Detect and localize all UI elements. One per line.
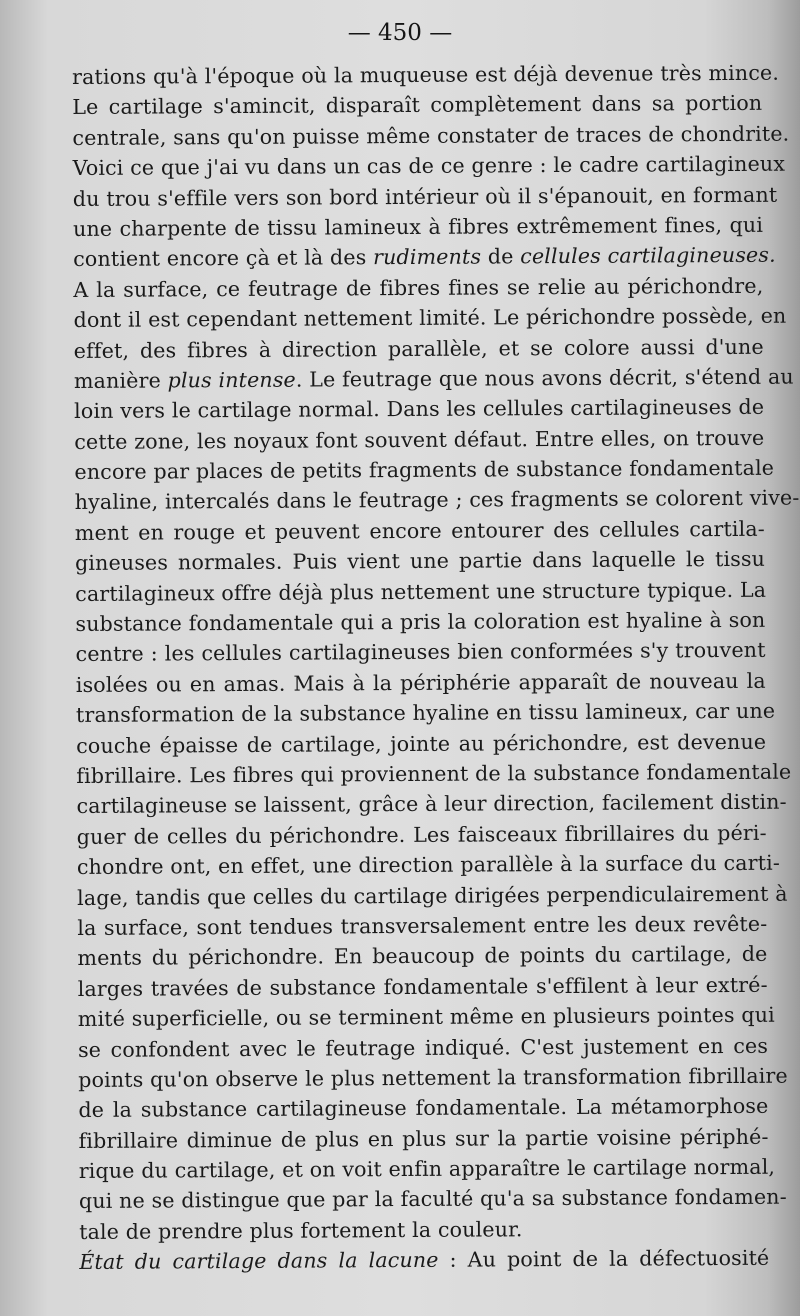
text-line (72, 88, 762, 123)
page-number: — 450 — (347, 20, 453, 46)
text-segment: : Au point de la défectuosité (438, 1245, 770, 1273)
text-line (78, 1061, 788, 1096)
text-segment: chondre ont, en effet, une direction parallèle à la surface du carti- (76, 850, 781, 880)
text-line (73, 301, 787, 336)
text-segment: guer de celles du périchondre. Les faisceaux fibrillaires du péri- (76, 820, 767, 849)
text-segment: substance fondamentale qui a pris la coloration est hyaline à son (75, 607, 766, 637)
text-segment: du trou s'effile vers son bord intérieur où il s'épanouit, en formant (72, 182, 778, 211)
text-line (75, 544, 765, 579)
text-line (74, 422, 764, 457)
text-segment: cartilagineuse se laissent, grâce à leur direction, facilement distin- (76, 790, 787, 819)
text-segment: transformation de la substance hyaline en tissu lamineux, car une (75, 698, 776, 728)
text-line (74, 483, 800, 518)
text-segment: tale de prendre plus fortement la couleur. (79, 1217, 523, 1244)
text-line (79, 1213, 769, 1248)
text-line (76, 726, 766, 761)
text-line (76, 848, 781, 883)
text-line (72, 149, 786, 184)
text-line (73, 210, 763, 245)
text-line (76, 787, 787, 822)
text-line (73, 240, 776, 275)
text-segment: qui ne se distingue que par la faculté qu'a sa substance fondamen- (78, 1185, 787, 1214)
text-line (78, 1030, 768, 1065)
text-line (75, 574, 765, 609)
text-segment: couche épaisse de cartilage, jointe au périchondre, est devenue (76, 729, 767, 758)
text-segment: hyaline, intercalés dans le feutrage ; ces fragments se colorent vive- (74, 486, 800, 515)
text-line (77, 1000, 775, 1035)
text-segment: . Le feutrage que nous avons décrit, s'étend au (295, 364, 794, 392)
text-line (76, 635, 766, 670)
italic-text-segment: plus intense (167, 367, 296, 393)
text-segment: contient encore çà et là des (73, 245, 374, 272)
text-line (77, 878, 788, 913)
text-line (76, 757, 792, 792)
paragraph (72, 58, 800, 1247)
text-line (76, 666, 766, 701)
text-line (78, 1121, 768, 1156)
italic-text-segment: État du cartilage dans la lacune (79, 1248, 439, 1275)
text-line (77, 818, 767, 853)
text-segment: cartilagineux offre déjà plus nettement une structure typique. La (75, 577, 767, 606)
text-line (73, 271, 763, 306)
text-segment: la surface, sont tendues transversalement entre les deux revête- (77, 911, 768, 940)
text-segment: manière (73, 368, 168, 393)
text-segment: se confondent avec le feutrage indiqué. C'est justement en ces (77, 1033, 769, 1062)
text-segment: dont il est cependant nettement limité. Le périchondre possède, en (73, 303, 787, 333)
text-segment: fibrillaire diminue de plus en plus sur la partie voisine périphé- (78, 1124, 769, 1153)
paragraph (79, 1243, 769, 1278)
text-segment: ments du périchondre. En beaucoup de points du cartilage, de (77, 942, 768, 971)
text-line (77, 909, 767, 944)
text-line (78, 1152, 776, 1187)
text-line (72, 179, 778, 214)
text-segment: loin vers le cartilage normal. Dans les cellules cartilagineuses de (74, 395, 765, 424)
body-text (72, 58, 800, 1278)
text-segment: centrale, sans qu'on puisse même constater de traces de chondrite. (72, 121, 790, 150)
text-segment: centre : les cellules cartilagineuses bien conformées s'y trouvent (75, 638, 766, 667)
text-segment: rations qu'à l'époque où la muqueuse est déjà devenue très mince. (72, 60, 780, 89)
text-line (74, 453, 775, 488)
text-line (73, 362, 794, 397)
text-line (78, 1182, 787, 1217)
text-segment: cette zone, les noyaux font souvent défaut. Entre elles, on trouve (74, 425, 765, 454)
text-line (72, 58, 780, 93)
text-line (78, 969, 768, 1004)
italic-text-segment: rudiments (373, 244, 482, 270)
text-line (75, 605, 765, 640)
text-segment: Le cartilage s'amincit, disparaît complètement dans sa portion (72, 91, 763, 120)
text-segment: isolées ou en amas. Mais à la périphérie apparaît de nouveau la (75, 668, 766, 697)
italic-text-segment: cellules cartilagineuses. (520, 243, 776, 269)
text-segment: ment en rouge et peuvent encore entourer des cellules cartila- (74, 516, 765, 545)
text-segment: fibrillaire. Les fibres qui proviennent de la substance fondamentale (76, 759, 792, 788)
text-segment: larges travées de substance fondamentale s'effilent à leur extré- (77, 972, 768, 1001)
text-segment: A la surface, ce feutrage de fibres fines se relie au périchondre, (73, 273, 764, 302)
text-segment: rique du cartilage, et on voit enfin apparaître le cartilage normal, (78, 1154, 776, 1184)
text-line (75, 696, 776, 731)
text-segment: lage, tandis que celles du cartilage dirigées perpendiculairement à (77, 881, 788, 910)
text-line (72, 119, 790, 154)
text-segment: Voici ce que j'ai vu dans un cas de ce genre : le cadre cartilagineux (72, 151, 786, 181)
text-segment: encore par places de petits fragments de substance fondamentale (74, 455, 775, 485)
text-segment: effet, des fibres à direction parallèle, et se colore aussi d'une (73, 334, 764, 363)
text-segment: mité superficielle, ou se terminent même en plusieurs pointes qui (77, 1002, 775, 1032)
text-segment: de (481, 244, 521, 269)
text-segment: points qu'on observe le plus nettement la transformation fibrillaire (78, 1063, 788, 1092)
text-line (77, 939, 767, 974)
text-segment: une charpente de tissu lamineux à fibres extrêmement fines, qui (72, 212, 764, 241)
text-line (78, 1091, 768, 1126)
text-line (79, 1243, 769, 1278)
text-line (75, 514, 765, 549)
text-line (74, 331, 764, 366)
text-segment: gineuses normales. Puis vient une partie dans laquelle le tissu (74, 547, 766, 576)
text-segment: de la substance cartilagineuse fondamentale. La métamorphose (78, 1094, 769, 1123)
text-line (74, 392, 764, 427)
